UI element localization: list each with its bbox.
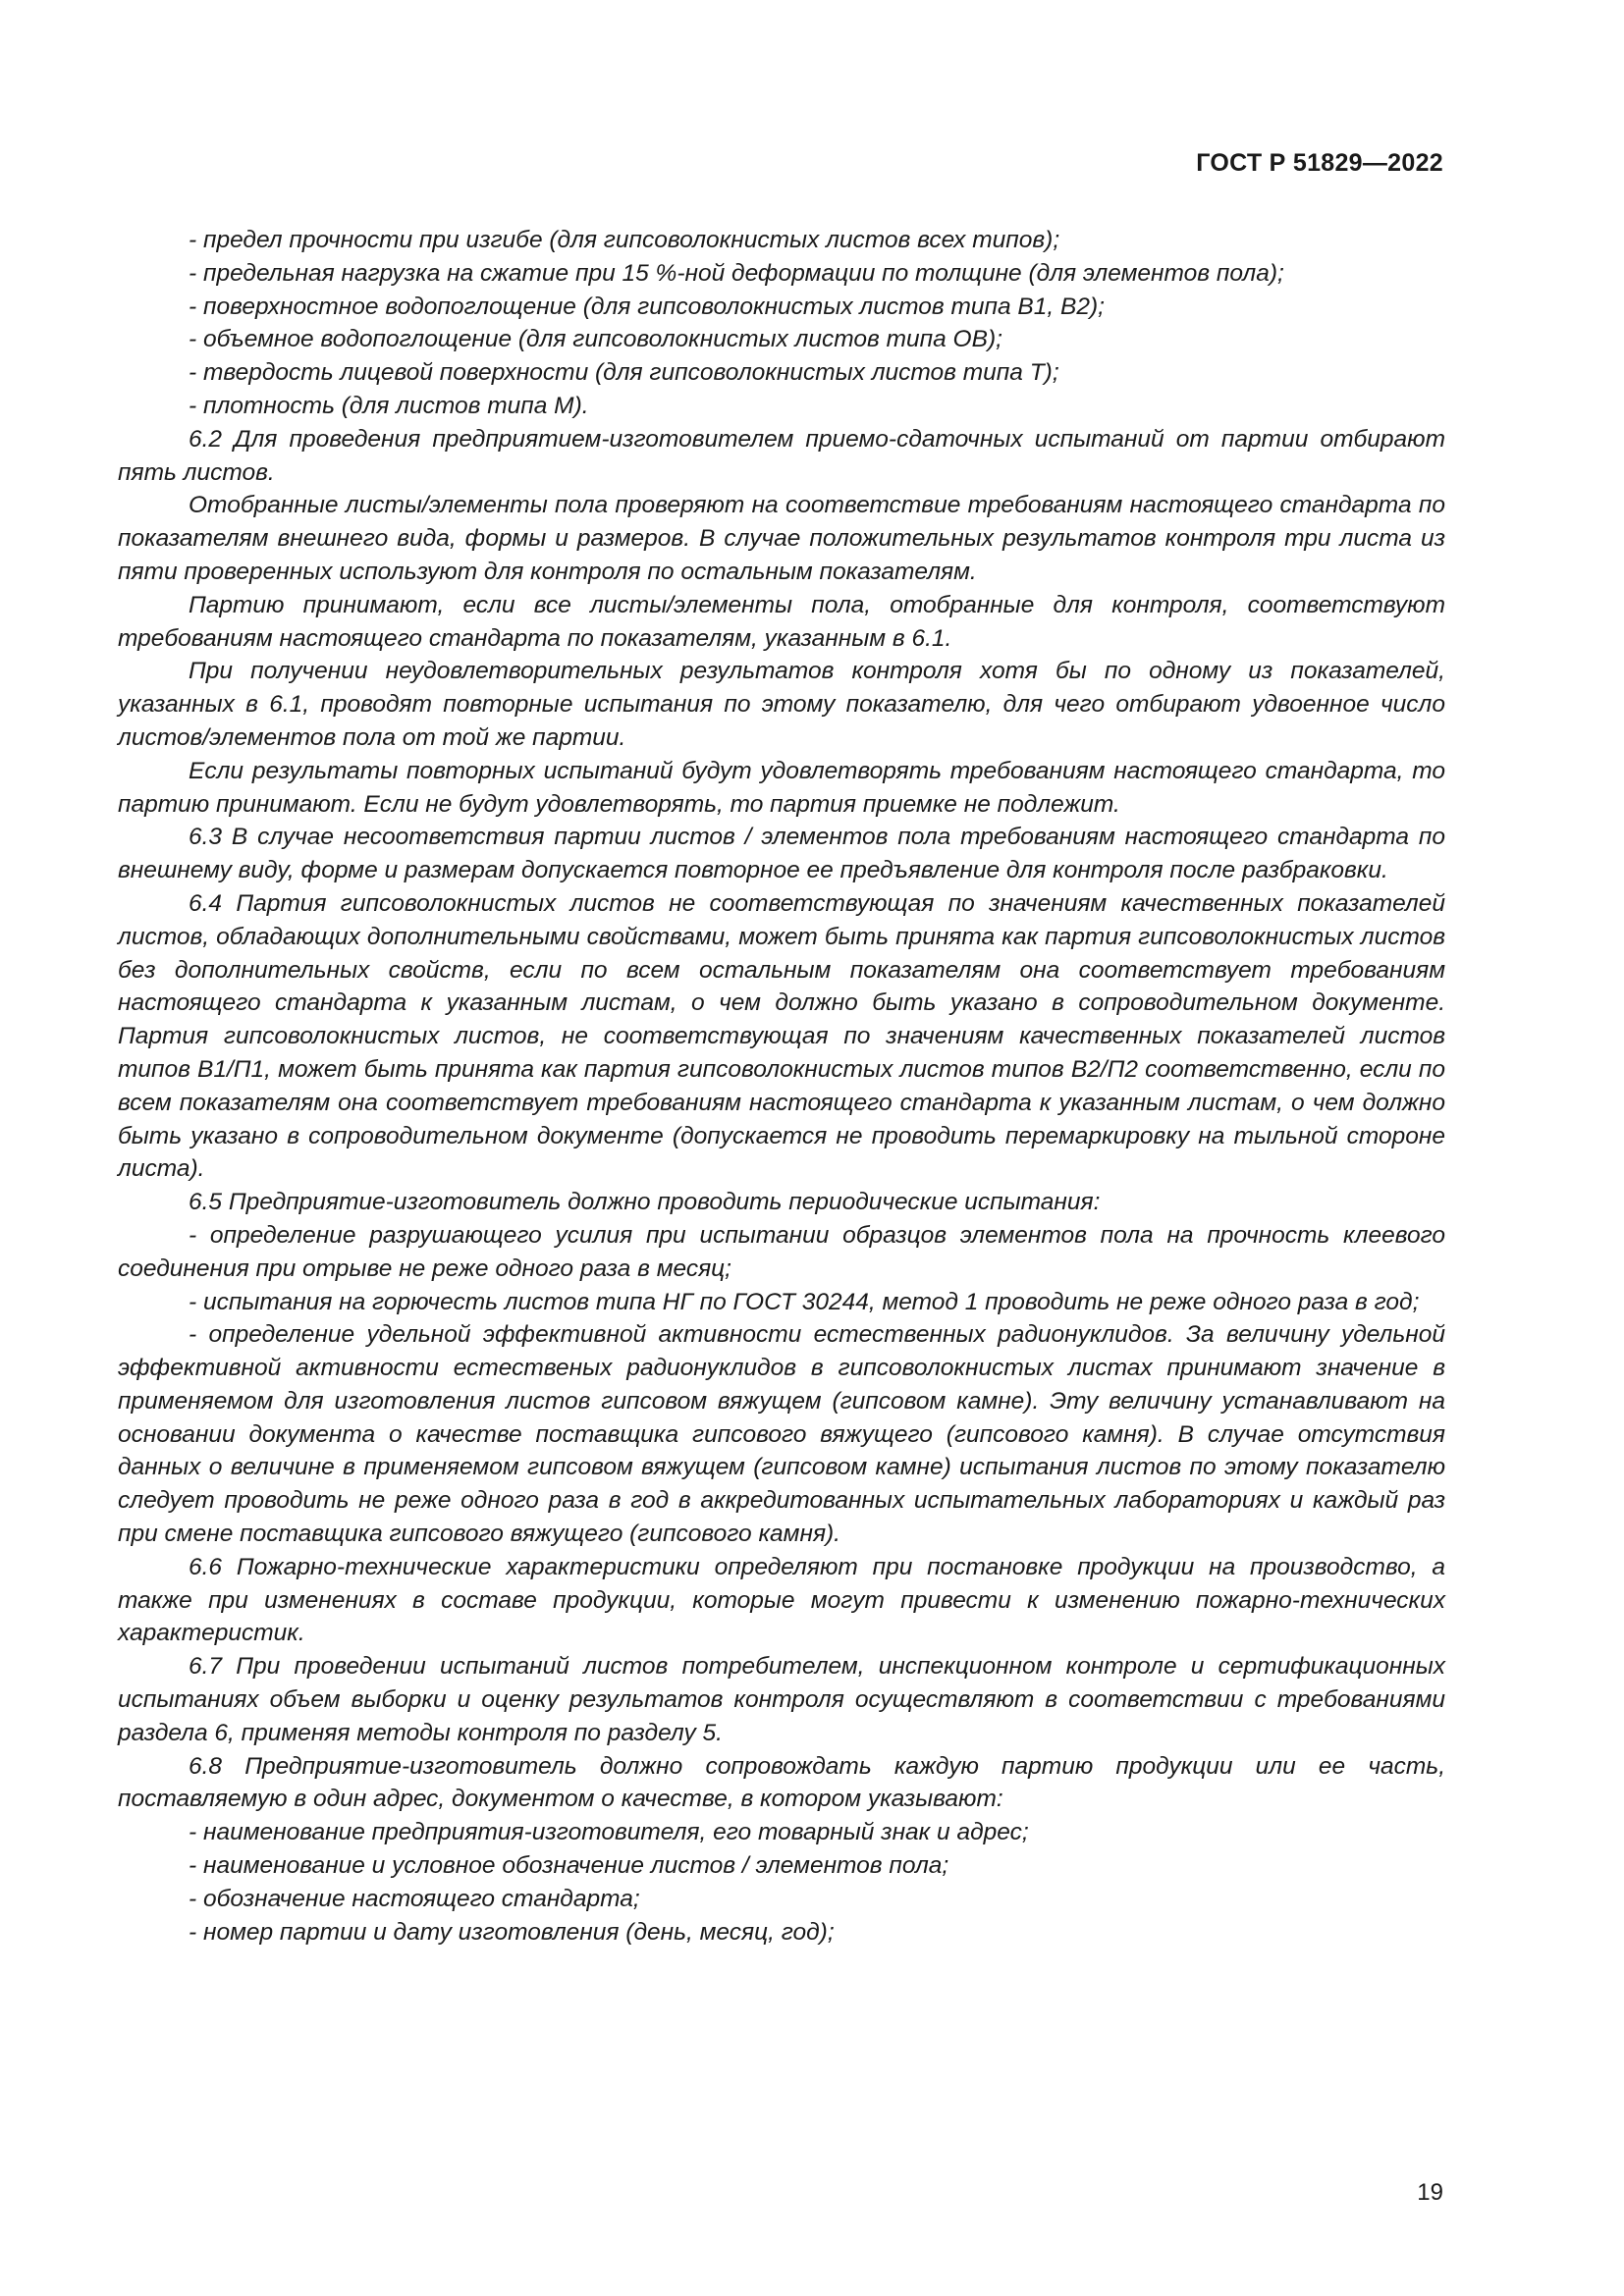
paragraph: Отобранные листы/элементы пола проверяют на соответствие требованиям настоящего стандарта по показателям внешнего вида, формы и размеров. В случае положительных результатов контроля три листа из пяти проверенных используют для контроля по остальным показателям. — [118, 492, 1445, 585]
page-number: 19 — [1417, 2179, 1443, 2206]
clause-6-6: 6.6 Пожарно-технические характеристики определяют при постановке продукции на производство, а также при изменениях в составе продукции, которые могут привести к изменению пожарно-технических характеристик. — [118, 1553, 1445, 1647]
clause-6-8: 6.8 Предприятие-изготовитель должно сопровождать каждую партию продукции или ее часть, поставляемую в один адрес, документом о качестве, в котором указывают: — [118, 1752, 1445, 1813]
document-body — [118, 224, 1445, 1949]
clause-6-7: 6.7 При проведении испытаний листов потребителем, инспекционном контроле и сертификационных испытаниях объем выборки и оценку результатов контроля осуществляют в соответствии с требованиями раздела 6, применяя методы контроля по разделу 5. — [118, 1653, 1445, 1746]
clause-6-4: 6.4 Партия гипсоволокнистых листов не соответствующая по значениям качественных показателей листов, обладающих дополнительными свойствами, может быть принята как партия гипсоволокнистых листов без дополнительных свойств, если по всем остальным показателям она соответствует требованиям настоящего стандарта к указанным листам, о чем должно быть указано в сопроводительном документе. Партия гипсоволокнистых листов, не соответствующая по значениям качественных показателей листов типов В1/П1, может быть принята как партия гипсоволокнистых листов типов В2/П2 соответственно, если по всем показателям она соответствует требованиям настоящего стандарта к указанным листам, о чем должно быть указано в сопроводительном документе (допускается не проводить перемаркировку на тыльной стороне листа). — [118, 889, 1445, 1183]
list-item: - предел прочности при изгибе (для гипсоволокнистых листов всех типов); — [189, 227, 1060, 253]
list-item: - объемное водопоглощение (для гипсоволокнистых листов типа ОВ); — [189, 326, 1002, 353]
list-item: - поверхностное водопоглощение (для гипсоволокнистых листов типа В1, В2); — [189, 293, 1105, 320]
clause-6-3: 6.3 В случае несоответствия партии листов / элементов пола требованиям настоящего стандарта по внешнему виду, форме и размерам допускается повторное ее предъявление для контроля после разбраковки. — [118, 824, 1445, 884]
list-item: - наименование предприятия-изготовителя, его товарный знак и адрес; — [189, 1819, 1029, 1846]
list-item: - обозначение настоящего стандарта; — [189, 1885, 640, 1912]
list-item: - наименование и условное обозначение листов / элементов пола; — [189, 1852, 949, 1880]
list-item: - определение разрушающего усилия при испытании образцов элементов пола на прочность клеевого соединения при отрыве не реже одного раза в месяц; — [118, 1221, 1445, 1282]
clause-6-2: 6.2 Для проведения предприятием-изготовителем приемо-сдаточных испытаний от партии отбирают пять листов. — [118, 425, 1445, 486]
document-header-standard-code: ГОСТ Р 51829—2022 — [1196, 149, 1443, 177]
paragraph: Партию принимают, если все листы/элементы пола, отобранные для контроля, соответствуют требованиям настоящего стандарта по показателям, указанным в 6.1. — [118, 591, 1445, 652]
paragraph: Если результаты повторных испытаний будут удовлетворять требованиям настоящего стандарта, то партию принимают. Если не будут удовлетворять, то партия приемке не подлежит. — [118, 757, 1445, 818]
list-item: - определение удельной эффективной активности естественных радионуклидов. За величину удельной эффективной активности естественых радионуклидов в гипсоволокнистых листах принимают значение в применяемом для изготовления листов гипсовом вяжущем (гипсовом камне). Эту величину устанавливают на основании документа о качестве поставщика гипсового вяжущего (гипсового камня). В случае отсутствия данных о величине в применяемом гипсовом вяжущем (гипсовом камне) испытания листов по этому показателю следует проводить не реже одного раза в год в аккредитованных испытательных лабораториях и каждый раз при смене поставщика гипсового вяжущего (гипсового камня). — [118, 1321, 1445, 1548]
list-item: - плотность (для листов типа М). — [189, 392, 589, 419]
paragraph: При получении неудовлетворительных результатов контроля хотя бы по одному из показателей, указанных в 6.1, проводят повторные испытания по этому показателю, для чего отбирают удвоенное число листов/элементов пола от той же партии. — [118, 658, 1445, 751]
clause-6-5: 6.5 Предприятие-изготовитель должно проводить периодические испытания: — [189, 1189, 1101, 1216]
list-item: - номер партии и дату изготовления (день, месяц, год); — [189, 1918, 835, 1946]
list-item: - испытания на горючесть листов типа НГ по ГОСТ 30244, метод 1 проводить не реже одного раза в год; — [189, 1288, 1420, 1315]
list-item: - твердость лицевой поверхности (для гипсоволокнистых листов типа Т); — [189, 359, 1059, 387]
list-item: - предельная нагрузка на сжатие при 15 %-ной деформации по толщине (для элементов пола); — [189, 259, 1284, 287]
